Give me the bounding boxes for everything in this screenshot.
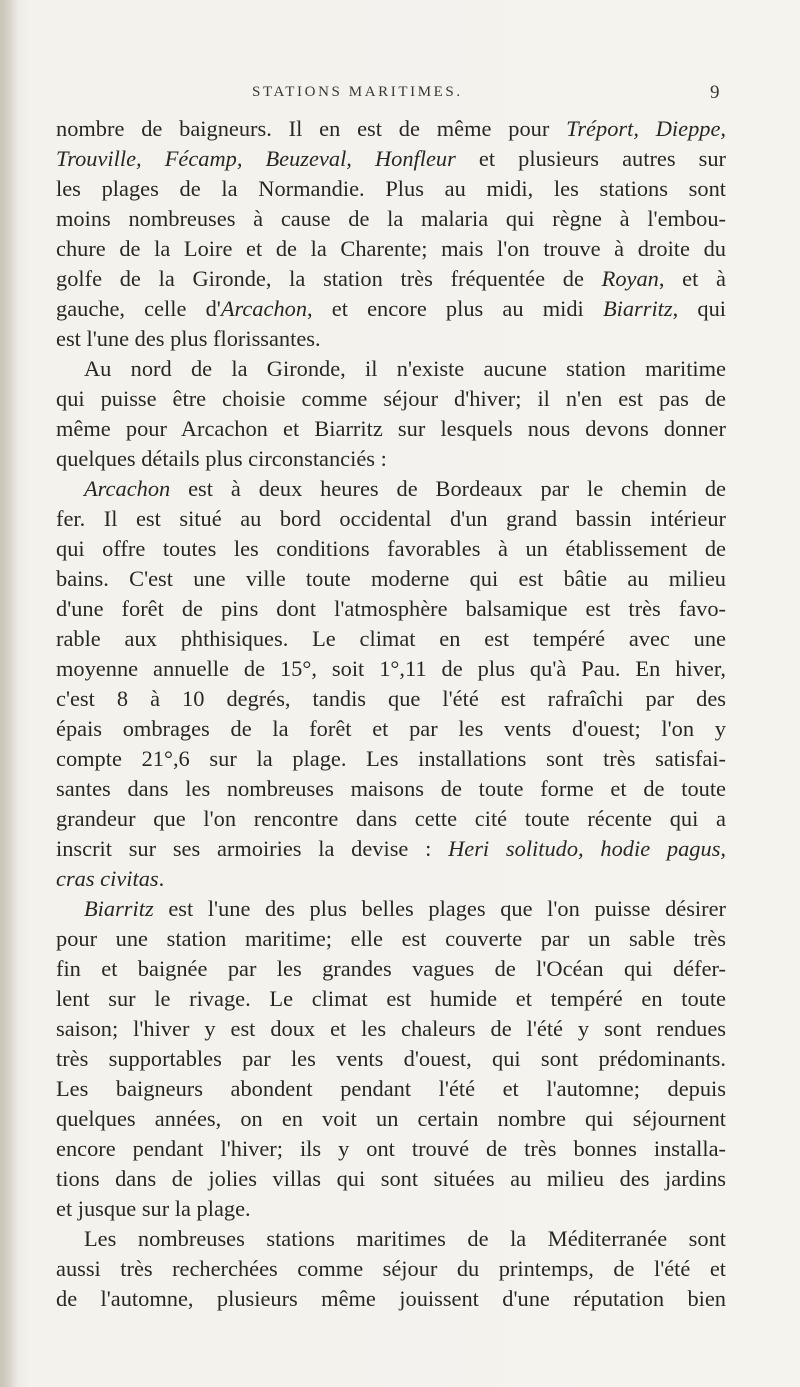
text-line [56,1134,726,1164]
italic-text: Biarritz [84,896,154,921]
page-number: 9 [710,82,720,103]
text-line [56,924,726,954]
text-segment: nombre de baigneurs. Il en est de même pour [56,116,567,141]
text-segment: bains. C'est une ville toute moderne qui est bâtie au milieu [56,566,726,591]
text-segment: santes dans les nombreuses maisons de toute forme et de toute [56,776,726,801]
text-segment: lent sur le rivage. Le climat est humide et tempéré en toute [56,986,726,1011]
text-line [56,1194,726,1224]
text-segment: fin et baignée par les grandes vagues de l'Océan qui défer- [56,956,726,981]
text-line [56,114,726,144]
text-segment: inscrit sur ses armoiries la devise : [56,836,449,861]
text-line [56,594,726,624]
text-segment: chure de la Loire et de la Charente; mais l'on trouve à droite du [56,236,726,261]
text-segment: aussi très recherchées comme séjour du printemps, de l'été et [56,1256,726,1281]
italic-text: Arcachon [220,296,308,321]
text-line [56,834,726,864]
text-line [56,1254,726,1284]
text-segment: Les baigneurs abondent pendant l'été et l'automne; depuis [56,1076,726,1101]
text-segment: , qui [672,296,726,321]
text-line [56,294,726,324]
text-segment: golfe de la Gironde, la station très fréquentée de [56,266,602,291]
text-line [56,324,726,354]
text-segment: même pour Arcachon et Biarritz sur lesquels nous devons donner [56,416,726,441]
text-line [56,234,726,264]
italic-text: Trouville, Fécamp, Beuzeval, Honfleur [56,146,456,171]
text-line [56,744,726,774]
text-line [56,564,726,594]
text-line [56,804,726,834]
italic-text: Tréport, Dieppe, [566,116,726,141]
text-segment: fer. Il est situé au bord occidental d'un grand bassin intérieur [56,506,726,531]
text-segment: saison; l'hiver y est doux et les chaleurs de l'été y sont rendues [56,1016,726,1041]
running-title: STATIONS MARITIMES. [252,84,463,100]
text-line [56,204,726,234]
text-segment: et jusque sur la plage. [56,1196,251,1221]
text-line [56,444,726,474]
text-segment: pour une station maritime; elle est couverte par un sable très [56,926,726,951]
text-line [56,384,726,414]
text-segment: d'une forêt de pins dont l'atmosphère balsamique est très favo- [56,596,726,621]
page-header [0,84,800,108]
text-segment: . [158,866,165,891]
text-line [56,414,726,444]
text-line [56,864,726,894]
text-line [56,1104,726,1134]
text-line [56,1074,726,1104]
text-segment: est à deux heures de Bordeaux par le chemin de [170,476,726,501]
body-text [56,114,726,1314]
text-segment: compte 21°,6 sur la plage. Les installations sont très satisfai- [56,746,726,771]
text-segment: tions dans de jolies villas qui sont situées au milieu des jardins [56,1166,726,1191]
text-segment: rable aux phthisiques. Le climat en est tempéré avec une [56,626,726,651]
text-line [56,774,726,804]
text-segment: c'est 8 à 10 degrés, tandis que l'été est rafraîchi par des [56,686,726,711]
text-segment: Au nord de la Gironde, il n'existe aucune station maritime [84,356,726,381]
text-line [56,534,726,564]
italic-text: Heri solitudo, hodie pagus, [448,836,727,861]
text-segment: très supportables par les vents d'ouest, qui sont prédominants. [56,1046,726,1071]
text-segment: gauche, celle d' [56,296,221,321]
text-segment: , et encore plus au midi [307,296,603,321]
text-line [56,624,726,654]
text-segment: quelques détails plus circonstanciés : [56,446,387,471]
text-line [56,264,726,294]
text-line [56,174,726,204]
text-segment: encore pendant l'hiver; ils y ont trouvé de très bonnes installa- [56,1136,726,1161]
text-line [56,894,726,924]
text-segment: de l'automne, plusieurs même jouissent d'une réputation bien [56,1286,726,1311]
text-line [56,1014,726,1044]
text-line [56,474,726,504]
italic-text: Biarritz [602,296,673,321]
text-segment: qui offre toutes les conditions favorables à un établissement de [56,536,726,561]
text-line [56,1164,726,1194]
text-segment: épais ombrages de la forêt et par les vents d'ouest; l'on y [56,716,726,741]
text-segment: moyenne annuelle de 15°, soit 1°,11 de plus qu'à Pau. En hiver, [56,656,726,681]
text-line [56,1284,726,1314]
text-segment: est l'une des plus florissantes. [56,326,321,351]
text-line [56,984,726,1014]
text-line [56,714,726,744]
text-segment: les plages de la Normandie. Plus au midi, les stations sont [56,176,726,201]
text-line [56,954,726,984]
text-segment: qui puisse être choisie comme séjour d'hiver; il n'en est pas de [56,386,726,411]
text-line [56,1044,726,1074]
text-segment: est l'une des plus belles plages que l'on puisse désirer [153,896,726,921]
text-line [56,504,726,534]
italic-text: Royan [601,266,659,291]
text-segment: , et à [658,266,726,291]
text-line [56,684,726,714]
text-segment: moins nombreuses à cause de la malaria qui règne à l'embou- [56,206,726,231]
text-line [56,654,726,684]
text-line [56,354,726,384]
text-segment: Les nombreuses stations maritimes de la Méditerranée sont [84,1226,726,1251]
text-segment: et plusieurs autres sur [455,146,726,171]
text-line [56,1224,726,1254]
italic-text: Arcachon [84,476,171,501]
page-gutter-shadow [0,0,18,1387]
text-segment: quelques années, on en voit un certain nombre qui séjournent [56,1106,726,1131]
text-segment: grandeur que l'on rencontre dans cette cité toute récente qui a [56,806,726,831]
italic-text: cras civitas [56,866,159,891]
text-line [56,144,726,174]
